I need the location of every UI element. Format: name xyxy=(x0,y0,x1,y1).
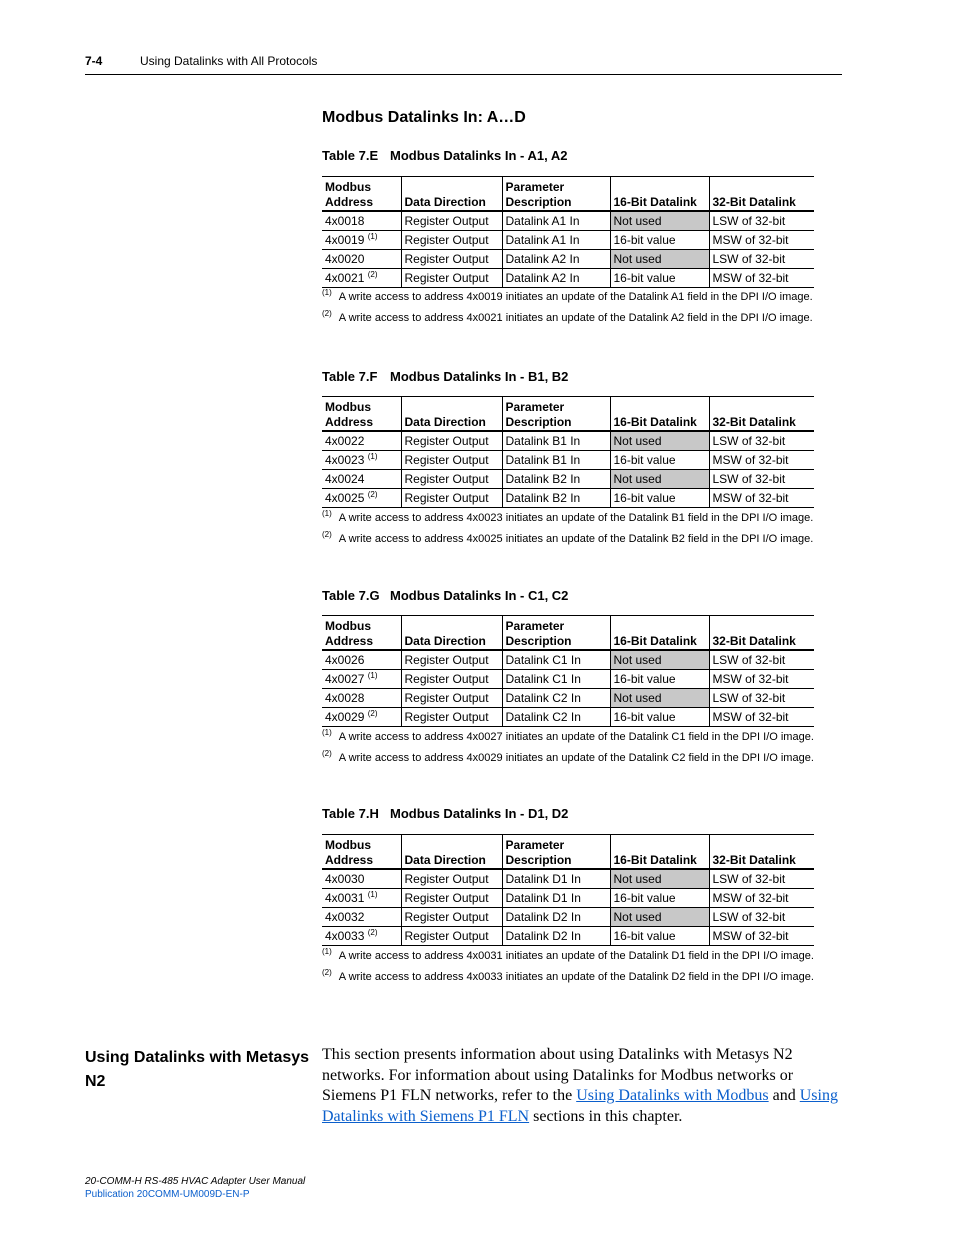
table-row xyxy=(322,869,814,889)
direction-cell: Register Output xyxy=(401,489,502,508)
address-cell xyxy=(322,451,401,470)
table-number: Table 7.F xyxy=(322,369,378,384)
column-header: 32-Bit Datalink xyxy=(709,835,814,870)
table-number: Table 7.G xyxy=(322,588,380,603)
datalinks-table xyxy=(322,396,814,508)
footnote-marker: (2) xyxy=(322,749,332,758)
column-header: 16-Bit Datalink xyxy=(610,397,709,432)
bit32-cell: MSW of 32-bit xyxy=(709,231,814,250)
parameter-cell: Datalink C1 In xyxy=(502,650,610,670)
table-title: Modbus Datalinks In - A1, A2 xyxy=(390,148,568,163)
footnote-mark: (2) xyxy=(367,270,378,279)
direction-cell: Register Output xyxy=(401,708,502,727)
footnote-mark: (2) xyxy=(367,490,378,499)
address-cell xyxy=(322,650,401,670)
bit16-cell: 16-bit value xyxy=(610,489,709,508)
parameter-cell: Datalink D1 In xyxy=(502,889,610,908)
table-title: Modbus Datalinks In - C1, C2 xyxy=(390,588,569,603)
address-value: 4x0032 xyxy=(325,910,365,924)
table-footnote xyxy=(322,728,814,743)
footnote-text: A write access to address 4x0019 initiates an update of the Datalink A1 field in the DPI I/O image. xyxy=(338,291,813,303)
column-header: Modbus Address xyxy=(322,616,401,651)
bit16-cell: Not used xyxy=(610,908,709,927)
column-header: Parameter Description xyxy=(502,177,610,212)
footnote-mark: (1) xyxy=(367,452,378,461)
table-row xyxy=(322,431,814,451)
table-row xyxy=(322,451,814,470)
footnote-text: A write access to address 4x0031 initiates an update of the Datalink D1 field in the DPI I/O image. xyxy=(338,950,814,962)
address-value: 4x0029 xyxy=(325,710,365,724)
table-title: Modbus Datalinks In - D1, D2 xyxy=(390,806,569,821)
column-header: 32-Bit Datalink xyxy=(709,397,814,432)
direction-cell: Register Output xyxy=(401,927,502,946)
parameter-cell: Datalink B1 In xyxy=(502,431,610,451)
column-header: Parameter Description xyxy=(502,397,610,432)
bit32-cell: LSW of 32-bit xyxy=(709,250,814,269)
direction-cell: Register Output xyxy=(401,470,502,489)
chapter-title: Using Datalinks with All Protocols xyxy=(140,54,318,68)
footnote-marker: (1) xyxy=(322,947,332,956)
address-cell xyxy=(322,269,401,288)
direction-cell: Register Output xyxy=(401,211,502,231)
direction-cell: Register Output xyxy=(401,670,502,689)
bit32-cell: LSW of 32-bit xyxy=(709,650,814,670)
parameter-cell: Datalink C2 In xyxy=(502,689,610,708)
direction-cell: Register Output xyxy=(401,231,502,250)
table-footnote xyxy=(322,749,814,764)
column-header: 16-Bit Datalink xyxy=(610,616,709,651)
address-value: 4x0022 xyxy=(325,434,365,448)
bit32-cell: MSW of 32-bit xyxy=(709,670,814,689)
table-row xyxy=(322,708,814,727)
address-cell xyxy=(322,231,401,250)
address-value: 4x0031 xyxy=(325,891,365,905)
address-cell xyxy=(322,211,401,231)
bit16-cell: Not used xyxy=(610,250,709,269)
table-footnote xyxy=(322,288,813,303)
bit16-cell: 16-bit value xyxy=(610,451,709,470)
address-value: 4x0024 xyxy=(325,472,365,486)
footnote-marker: (2) xyxy=(322,968,332,977)
bit32-cell: MSW of 32-bit xyxy=(709,451,814,470)
address-value: 4x0018 xyxy=(325,214,365,228)
table-footnote xyxy=(322,509,814,524)
para-text-1: This section presents information about using Datalinks with Metasys N2 networks. For information about using Datalinks for Modbus networks or Siemens P1 FLN networks, refer to the xyxy=(322,1046,794,1104)
column-header: Modbus Address xyxy=(322,397,401,432)
metasys-heading: Using Datalinks with Metasys N2 xyxy=(85,1049,310,1090)
footnote-marker: (1) xyxy=(322,288,332,297)
column-header: Parameter Description xyxy=(502,616,610,651)
address-value: 4x0020 xyxy=(325,252,365,266)
address-cell xyxy=(322,889,401,908)
footer-manual-title: 20-COMM-H RS-485 HVAC Adapter User Manual xyxy=(85,1176,306,1187)
table-row xyxy=(322,908,814,927)
direction-cell: Register Output xyxy=(401,451,502,470)
para-text-2: and xyxy=(768,1087,800,1104)
address-value: 4x0028 xyxy=(325,691,365,705)
address-value: 4x0021 xyxy=(325,271,365,285)
footnote-mark: (1) xyxy=(367,671,378,680)
bit32-cell: LSW of 32-bit xyxy=(709,431,814,451)
table-footnote xyxy=(322,947,814,962)
bit16-cell: Not used xyxy=(610,689,709,708)
table-header-row xyxy=(322,397,814,432)
address-cell xyxy=(322,708,401,727)
parameter-cell: Datalink B2 In xyxy=(502,470,610,489)
table-row xyxy=(322,927,814,946)
parameter-cell: Datalink D2 In xyxy=(502,908,610,927)
page-number: 7-4 xyxy=(85,54,103,68)
address-value: 4x0025 xyxy=(325,491,365,505)
footnote-text: A write access to address 4x0027 initiates an update of the Datalink C1 field in the DPI I/O image. xyxy=(338,731,814,743)
footnote-marker: (1) xyxy=(322,509,332,518)
parameter-cell: Datalink C2 In xyxy=(502,708,610,727)
table-row xyxy=(322,470,814,489)
bit32-cell: LSW of 32-bit xyxy=(709,211,814,231)
footnote-mark: (1) xyxy=(367,232,378,241)
column-header: Modbus Address xyxy=(322,177,401,212)
bit16-cell: 16-bit value xyxy=(610,670,709,689)
column-header: Modbus Address xyxy=(322,835,401,870)
bit32-cell: LSW of 32-bit xyxy=(709,470,814,489)
bit32-cell: LSW of 32-bit xyxy=(709,869,814,889)
table-row xyxy=(322,650,814,670)
bit32-cell: MSW of 32-bit xyxy=(709,927,814,946)
column-header: Data Direction xyxy=(401,177,502,212)
column-header: Parameter Description xyxy=(502,835,610,870)
address-value: 4x0033 xyxy=(325,929,365,943)
address-value: 4x0030 xyxy=(325,872,365,886)
parameter-cell: Datalink A1 In xyxy=(502,211,610,231)
table-row xyxy=(322,689,814,708)
bit16-cell: Not used xyxy=(610,211,709,231)
column-header: Data Direction xyxy=(401,835,502,870)
link-modbus-datalinks[interactable]: Using Datalinks with Modbus xyxy=(576,1087,769,1104)
footer-publication[interactable]: Publication 20COMM-UM009D-EN-P xyxy=(85,1189,250,1200)
address-cell xyxy=(322,489,401,508)
bit16-cell: 16-bit value xyxy=(610,889,709,908)
footnote-mark: (2) xyxy=(367,709,378,718)
parameter-cell: Datalink B1 In xyxy=(502,451,610,470)
table-caption xyxy=(322,588,568,603)
bit16-cell: Not used xyxy=(610,650,709,670)
bit16-cell: Not used xyxy=(610,470,709,489)
parameter-cell: Datalink D2 In xyxy=(502,927,610,946)
section-title: Modbus Datalinks In: A…D xyxy=(322,109,526,126)
link-siemens-datalinks[interactable]: Using Datalinks with Siemens P1 FLN xyxy=(322,1087,838,1125)
footnote-mark: (1) xyxy=(367,890,378,899)
table-row xyxy=(322,670,814,689)
column-header: Data Direction xyxy=(401,616,502,651)
parameter-cell: Datalink B2 In xyxy=(502,489,610,508)
direction-cell: Register Output xyxy=(401,689,502,708)
table-footnote xyxy=(322,309,813,324)
table-number: Table 7.E xyxy=(322,148,379,163)
direction-cell: Register Output xyxy=(401,250,502,269)
table-caption xyxy=(322,369,568,384)
table-row xyxy=(322,269,814,288)
para-text-3: sections in this chapter. xyxy=(529,1107,683,1125)
direction-cell: Register Output xyxy=(401,869,502,889)
column-header: 16-Bit Datalink xyxy=(610,177,709,212)
address-value: 4x0026 xyxy=(325,653,365,667)
bit16-cell: 16-bit value xyxy=(610,231,709,250)
bit32-cell: MSW of 32-bit xyxy=(709,708,814,727)
bit32-cell: MSW of 32-bit xyxy=(709,269,814,288)
address-cell xyxy=(322,927,401,946)
table-row xyxy=(322,250,814,269)
datalinks-table xyxy=(322,176,814,288)
direction-cell: Register Output xyxy=(401,650,502,670)
footnote-mark: (2) xyxy=(367,928,378,937)
table-title: Modbus Datalinks In - B1, B2 xyxy=(390,369,569,384)
table-caption xyxy=(322,148,567,163)
address-value: 4x0023 xyxy=(325,453,365,467)
bit16-cell: 16-bit value xyxy=(610,927,709,946)
direction-cell: Register Output xyxy=(401,908,502,927)
footnote-text: A write access to address 4x0029 initiates an update of the Datalink C2 field in the DPI I/O image. xyxy=(338,752,814,764)
column-header: Data Direction xyxy=(401,397,502,432)
table-header-row xyxy=(322,835,814,870)
address-cell xyxy=(322,689,401,708)
column-header: 32-Bit Datalink xyxy=(709,616,814,651)
bit32-cell: LSW of 32-bit xyxy=(709,908,814,927)
datalinks-table xyxy=(322,834,814,946)
bit16-cell: 16-bit value xyxy=(610,269,709,288)
footnote-text: A write access to address 4x0023 initiates an update of the Datalink B1 field in the DPI I/O image. xyxy=(338,512,814,524)
parameter-cell: Datalink C1 In xyxy=(502,670,610,689)
table-footnote xyxy=(322,530,814,545)
table-number: Table 7.H xyxy=(322,806,379,821)
address-cell xyxy=(322,250,401,269)
bit32-cell: MSW of 32-bit xyxy=(709,889,814,908)
table-caption xyxy=(322,806,568,821)
address-value: 4x0027 xyxy=(325,672,365,686)
direction-cell: Register Output xyxy=(401,431,502,451)
footnote-marker: (1) xyxy=(322,728,332,737)
parameter-cell: Datalink A1 In xyxy=(502,231,610,250)
bit32-cell: MSW of 32-bit xyxy=(709,489,814,508)
footnote-text: A write access to address 4x0025 initiates an update of the Datalink B2 field in the DPI I/O image. xyxy=(338,533,814,545)
address-value: 4x0019 xyxy=(325,233,365,247)
column-header: 16-Bit Datalink xyxy=(610,835,709,870)
parameter-cell: Datalink A2 In xyxy=(502,250,610,269)
bit32-cell: LSW of 32-bit xyxy=(709,689,814,708)
address-cell xyxy=(322,908,401,927)
table-row xyxy=(322,211,814,231)
address-cell xyxy=(322,470,401,489)
table-footnote xyxy=(322,968,814,983)
page-footer xyxy=(85,1175,305,1201)
address-cell xyxy=(322,670,401,689)
datalinks-table xyxy=(322,615,814,727)
address-cell xyxy=(322,431,401,451)
table-row xyxy=(322,889,814,908)
table-row xyxy=(322,489,814,508)
footnote-marker: (2) xyxy=(322,309,332,318)
footnote-text: A write access to address 4x0021 initiates an update of the Datalink A2 field in the DPI I/O image. xyxy=(338,312,813,324)
bit16-cell: 16-bit value xyxy=(610,708,709,727)
table-row xyxy=(322,231,814,250)
metasys-paragraph xyxy=(322,1045,842,1127)
table-header-row xyxy=(322,177,814,212)
bit16-cell: Not used xyxy=(610,431,709,451)
direction-cell: Register Output xyxy=(401,889,502,908)
table-header-row xyxy=(322,616,814,651)
address-cell xyxy=(322,869,401,889)
direction-cell: Register Output xyxy=(401,269,502,288)
bit16-cell: Not used xyxy=(610,869,709,889)
parameter-cell: Datalink D1 In xyxy=(502,869,610,889)
footnote-marker: (2) xyxy=(322,530,332,539)
column-header: 32-Bit Datalink xyxy=(709,177,814,212)
parameter-cell: Datalink A2 In xyxy=(502,269,610,288)
footnote-text: A write access to address 4x0033 initiates an update of the Datalink D2 field in the DPI I/O image. xyxy=(338,971,814,983)
page-header xyxy=(85,52,842,75)
